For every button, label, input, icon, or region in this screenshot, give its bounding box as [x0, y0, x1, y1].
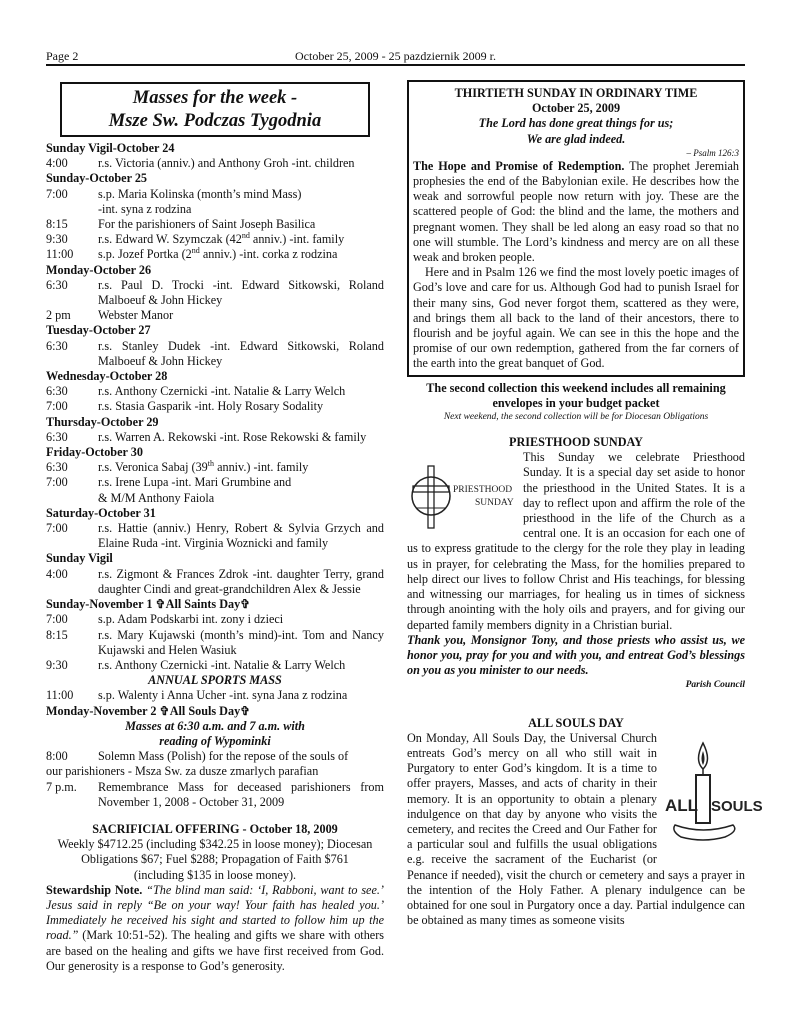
- mass-schedule: [46, 141, 384, 810]
- mass-intention: r.s. Stasia Gasparik -int. Holy Rosary Sodality: [98, 399, 324, 414]
- offering-line1: Weekly $4712.25 (including $342.25 in loose money); Diocesan: [57, 837, 373, 852]
- mass-time: 8:15: [46, 217, 68, 232]
- mass-entry: [46, 612, 384, 627]
- mass-day-note: reading of Wypominki: [159, 733, 271, 748]
- annual-sports-mass-note: ANNUAL SPORTS MASS: [148, 673, 282, 688]
- logo-text-sunday: SUNDAY: [475, 498, 514, 509]
- mass-time: 2 pm: [46, 308, 71, 323]
- mass-entry: [46, 217, 384, 232]
- mass-time: 4:00: [46, 156, 68, 171]
- mass-intention: s.p. Maria Kolinska (month’s mind Mass): [98, 186, 302, 201]
- mass-intention: r.s. Irene Lupa -int. Mari Grumbine and: [98, 475, 292, 490]
- collection-next: Next weekend, the second collection will be for Diocesan Obligations: [443, 412, 709, 423]
- stewardship-note: [46, 883, 384, 974]
- logo-text-priesthood: PRIESTHOOD: [453, 485, 513, 496]
- candle-icon: [663, 735, 763, 853]
- all-souls-logo: [663, 735, 763, 853]
- mass-time: 11:00: [46, 247, 74, 262]
- priesthood-section: [407, 450, 745, 632]
- masses-title-line1: Masses for the week -: [132, 88, 298, 108]
- mass-intention: s.p. Walenty i Anna Ucher -int. syna Jana z rodzina: [98, 688, 348, 703]
- mass-intention: r.s. Anthony Czernicki -int. Natalie & Larry Welch: [98, 657, 346, 672]
- ordinary-quote1: The Lord has done great things for us;: [478, 116, 674, 131]
- mass-intention: r.s. Zigmont & Frances Zdrok -int. daughter Terry, grand daughter Cindi and great-grandchildren Alex & Jessie: [98, 566, 384, 596]
- mass-day-heading: Saturday-October 31: [46, 505, 156, 520]
- mass-time: 6:30: [46, 277, 68, 292]
- mass-intention: & M/M Anthony Faiola: [98, 490, 215, 505]
- mass-entry: [46, 384, 384, 399]
- mass-time: 6:30: [46, 384, 68, 399]
- mass-entry: [46, 749, 384, 764]
- mass-intention: s.p. Adam Podskarbi int. zony i dzieci: [98, 612, 284, 627]
- ordinary-title: THIRTIETH SUNDAY IN ORDINARY TIME: [454, 86, 698, 100]
- mass-time: 7:00: [46, 186, 68, 201]
- mass-entry: [46, 399, 384, 414]
- mass-time: 6:30: [46, 460, 68, 475]
- mass-intention: r.s. Hattie (anniv.) Henry, Robert & Sylvia Grzych and Elaine Ruda -int. Virginia Woznicki and family: [98, 521, 384, 551]
- mass-day-heading: Sunday-November 1 ✞All Saints Day✞: [46, 597, 251, 612]
- stewardship-rest: (Mark 10:51-52). The healing and gifts we share with others are based on the healing and gifts we have first received from God. Our generosity is a response to God’s generosity.: [46, 928, 384, 973]
- mass-entry: [46, 247, 384, 262]
- mass-entry: [46, 202, 384, 217]
- mass-day-heading: Monday-November 2 ✞All Souls Day✞: [46, 703, 251, 718]
- mass-time: 6:30: [46, 429, 68, 444]
- mass-entry: [46, 156, 384, 171]
- ordinary-paragraph2: Here and in Psalm 126 we find the most lovely poetic images of God’s love and care for us. Although God had to punish Israel for their many sins, God never forgot them, scattered as they were, and brings them all back to the land of their ancestors, there to flourish and be joyful again. We can see in this the hope and the promise of our own redemption, gathered from the far corners of the earth into the great banquet of God.: [413, 265, 739, 371]
- mass-day-heading: Sunday-October 25: [46, 171, 148, 186]
- mass-entry: [46, 780, 384, 810]
- mass-intention: r.s. Mary Kujawski (month’s mind)-int. Tom and Nancy Kujawski and Helen Wasiuk: [98, 627, 384, 657]
- offering-line2: Obligations $67; Fuel $288; Propagation of Faith $761: [81, 852, 349, 867]
- mass-entry: [46, 460, 384, 475]
- priesthood-sunday-logo: [407, 452, 517, 540]
- mass-time: 6:30: [46, 338, 68, 353]
- logo-text-souls: SOULS: [711, 797, 763, 815]
- psalm-reference: – Psalm 126:3: [686, 147, 739, 158]
- mass-time: 8:00: [46, 749, 68, 764]
- ordinary-time-box: [407, 80, 745, 377]
- priesthood-title: PRIESTHOOD SUNDAY: [509, 435, 643, 450]
- priesthood-thanks: Thank you, Monsignor Tony, and those priests who assist us, we honor you, pray for you and with you, and entreat God’s blessings on you as you minister to our needs.: [407, 632, 745, 678]
- mass-intention: r.s. Victoria (anniv.) and Anthony Groh -int. children: [98, 156, 355, 171]
- mass-entry: [46, 521, 384, 551]
- mass-intention: r.s. Veronica Sabaj (39th anniv.) -int. family: [98, 459, 309, 475]
- mass-entry: [46, 430, 384, 445]
- header-date: October 25, 2009 - 25 pazdziernik 2009 r.: [295, 49, 496, 63]
- mass-time: 7:00: [46, 612, 68, 627]
- mass-intention: Solemn Mass (Polish) for the repose of the souls of: [98, 749, 349, 764]
- mass-time: 7:00: [46, 521, 68, 536]
- mass-intention: r.s. Stanley Dudek -int. Edward Sitkowski, Roland Malboeuf & John Hickey: [98, 338, 384, 368]
- logo-text-all: ALL: [665, 795, 699, 815]
- offering-title: SACRIFICIAL OFFERING - October 18, 2009: [92, 821, 338, 836]
- mass-time: 9:30: [46, 232, 68, 247]
- ordinary-p1-heading: The Hope and Promise of Redemption.: [413, 158, 625, 173]
- ordinary-quote2: We are glad indeed.: [526, 131, 626, 146]
- priesthood-text: This Sunday we celebrate Priesthood Sunday. It is a special day set aside to honor the priesthood in the United States. It is a day to reflect upon and affirm the role of the priesthood in the life of the Church as a central one. It is an occasion for each one of us to express gratitude to the clergy for the role they play in leading us in prayer, for celebrating the Mass, for the homilies prepared to help direct our lives to follow Christ and His teachings, for blessing and witnessing our marriages, for healing us in times of sickness through anointing with the holy oils and prayers, and for giving our departed family members dignity in a Christian burial.: [407, 450, 745, 632]
- mass-intention: s.p. Jozef Portka (2nd anniv.) -int. corka z rodzina: [98, 246, 338, 262]
- mass-day-heading: Monday-October 26: [46, 262, 152, 277]
- mass-time: 7 p.m.: [46, 779, 77, 794]
- collection-line1: The second collection this weekend includes all remaining: [426, 380, 726, 395]
- offering-line3: (including $135 in loose money).: [133, 867, 297, 882]
- mass-day-heading: Friday-October 30: [46, 445, 143, 460]
- parish-council-signature: Parish Council: [685, 680, 745, 691]
- mass-entry: [46, 278, 384, 308]
- stewardship-quote: “The blind man said: ‘I, Rabboni, want to see.’ Jesus said in reply “Be on your way! Your faith has healed you.’ Immediately he received his sight and started to follow him up the road.”: [46, 882, 384, 943]
- cross-icon: [407, 452, 517, 540]
- mass-intention: For the parishioners of Saint Joseph Basilica: [98, 217, 316, 232]
- page-number: Page 2: [46, 49, 79, 63]
- mass-time: 11:00: [46, 688, 74, 703]
- mass-entry: [46, 628, 384, 658]
- mass-time: 4:00: [46, 566, 68, 581]
- mass-intention: Webster Manor: [98, 308, 174, 323]
- mass-continuation: our parishioners - Msza Sw. za dusze zmarlych parafian: [46, 764, 319, 779]
- right-column: [407, 80, 763, 928]
- ordinary-paragraph1: The Hope and Promise of Redemption. The prophet Jeremiah prophesies the end of the Babylonian exile. He describes how the weak and sorrowful people now return with joy. These are the scattered people of God: the blind and the lame, the mothers and pregnant women. They shall be led along an easy road so that no one will stumble. The Lord’s kindness and mercy are on all these weak and broken people.: [413, 158, 739, 265]
- mass-entry: [46, 475, 384, 490]
- mass-time: 9:30: [46, 657, 68, 672]
- mass-day-note: Masses at 6:30 a.m. and 7 a.m. with: [125, 718, 305, 733]
- mass-time: [46, 491, 98, 506]
- mass-intention: r.s. Edward W. Szymczak (42nd anniv.) -int. family: [98, 231, 345, 247]
- mass-entry: [46, 688, 384, 703]
- mass-entry: [46, 658, 384, 673]
- mass-entry: [46, 308, 384, 323]
- mass-day-heading: Thursday-October 29: [46, 414, 159, 429]
- allsouls-text: On Monday, All Souls Day, the Universal Church entreats God’s mercy on all who still wait in Purgatory to enter God’s kingdom. It is a time to offer prayers, Masses, and acts of charity in their memory. It is an opportunity to obtain a plenary indulgence on that day by anyone who visits the cemetery, and recites the Creed and Our Father for a particular soul and fulfills the usual obligations e.g. receive the sacrament of the Eucharist (or Penance if needed), visit the church or cemetery and says a prayer in the intention of the Holy Father. A plenary indulgence can be obtained for one soul in Purgatory once a day. Partial indulgence can be obtained as many times as someone visits: [407, 730, 745, 928]
- mass-entry: [46, 339, 384, 369]
- mass-entry: [46, 232, 384, 247]
- allsouls-section: [407, 730, 763, 929]
- masses-title-box: [60, 82, 370, 137]
- collection-line2: envelopes in your budget packet: [492, 395, 660, 410]
- mass-day-heading: Sunday Vigil-October 24: [46, 141, 175, 155]
- stewardship-label: Stewardship Note.: [46, 882, 143, 897]
- mass-time: [46, 202, 98, 217]
- mass-day-heading: Sunday Vigil: [46, 551, 113, 566]
- ordinary-date: October 25, 2009: [531, 101, 621, 116]
- masses-title-line2: Msze Sw. Podczas Tygodnia: [108, 111, 322, 131]
- mass-time: 7:00: [46, 475, 68, 490]
- mass-day-heading: Wednesday-October 28: [46, 369, 168, 384]
- mass-intention: r.s. Anthony Czernicki -int. Natalie & Larry Welch: [98, 384, 346, 399]
- page-header: [46, 48, 745, 66]
- mass-entry: [46, 491, 384, 506]
- mass-time: 7:00: [46, 399, 68, 414]
- mass-entry: [46, 187, 384, 202]
- mass-intention: Remembrance Mass for deceased parishioners from November 1, 2008 - October 31, 2009: [98, 779, 384, 809]
- allsouls-title: ALL SOULS DAY: [528, 715, 624, 730]
- mass-entry: [46, 567, 384, 597]
- mass-intention: r.s. Warren A. Rekowski -int. Rose Rekowski & family: [98, 429, 367, 444]
- mass-intention: -int. syna z rodzina: [98, 201, 192, 216]
- mass-day-heading: Tuesday-October 27: [46, 323, 151, 338]
- mass-intention: r.s. Paul D. Trocki -int. Edward Sitkowski, Roland Malboeuf & John Hickey: [98, 277, 384, 308]
- left-column: [46, 80, 384, 974]
- mass-time: 8:15: [46, 627, 68, 642]
